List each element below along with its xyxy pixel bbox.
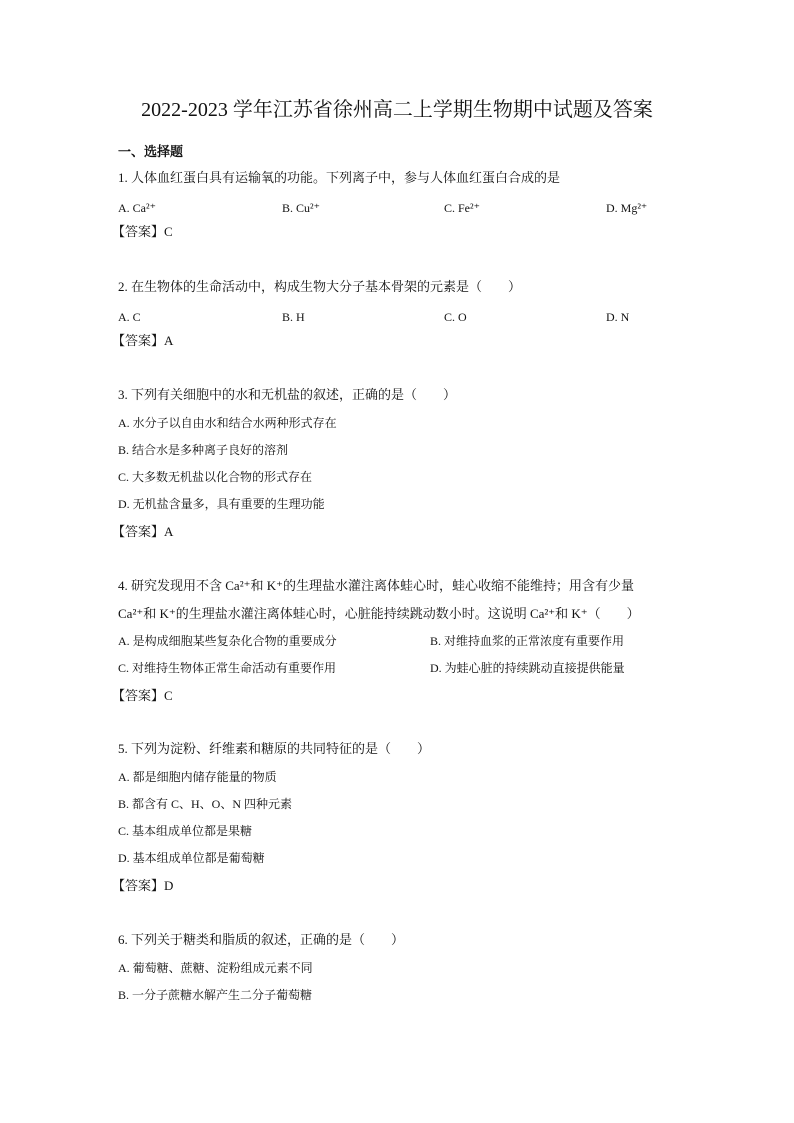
option: A. 是构成细胞某些复杂化合物的重要成分 <box>118 634 337 648</box>
option: D. 基本组成单位都是葡萄糖 <box>118 851 265 866</box>
option: B. 对维持血浆的正常浓度有重要作用 <box>430 634 625 648</box>
option: B. 结合水是多种离子良好的溶剂 <box>118 442 289 457</box>
option: A. 葡萄糖、蔗糖、淀粉组成元素不同 <box>118 960 313 975</box>
answer: 【答案】A <box>112 332 174 348</box>
answer: 【答案】C <box>112 687 173 703</box>
answer: 【答案】D <box>112 877 174 893</box>
question-stem: 4. 研究发现用不含 Ca²⁺和 K⁺的生理盐水灌注离体蛙心时，蛙心收缩不能维持；用含有少量 <box>118 578 634 593</box>
option: A. 水分子以自由水和结合水两种形式存在 <box>118 415 337 430</box>
option: B. 一分子蔗糖水解产生二分子葡萄糖 <box>118 987 313 1002</box>
document-title: 2022-2023 学年江苏省徐州高二上学期生物期中试题及答案 <box>141 99 653 121</box>
question-stem: 1. 人体血红蛋白具有运输氧的功能。下列离子中，参与人体血红蛋白合成的是 <box>118 170 561 185</box>
option: C. 对维持生物体正常生命活动有重要作用 <box>118 661 337 675</box>
option: B. 都含有 C、H、O、N 四种元素 <box>118 796 293 811</box>
option: C. 大多数无机盐以化合物的形式存在 <box>118 470 313 485</box>
option: B. H <box>282 309 305 324</box>
option: D. 无机盐含量多，具有重要的生理功能 <box>118 497 325 512</box>
option: C. O <box>444 309 467 324</box>
option: A. Ca²⁺ <box>118 200 156 215</box>
option: C. Fe²⁺ <box>444 200 480 215</box>
answer: 【答案】C <box>112 223 173 239</box>
question-stem: 3. 下列有关细胞中的水和无机盐的叙述，正确的是（ ） <box>118 387 457 402</box>
option: A. C <box>118 309 141 324</box>
question-stem: 2. 在生物体的生命活动中，构成生物大分子基本骨架的元素是（ ） <box>118 279 522 294</box>
option: B. Cu²⁺ <box>282 200 320 215</box>
option: C. 基本组成单位都是果糖 <box>118 824 253 839</box>
section-heading: 一、选择题 <box>118 144 184 159</box>
question-stem: 5. 下列为淀粉、纤维素和糖原的共同特征的是（ ） <box>118 741 431 756</box>
question-stem: Ca²⁺和 K⁺的生理盐水灌注离体蛙心时，心脏能持续跳动数小时。这说明 Ca²⁺和 K⁺（ ） <box>118 605 640 621</box>
option: D. 为蛙心脏的持续跳动直接提供能量 <box>430 661 625 675</box>
question-stem: 6. 下列关于糖类和脂质的叙述，正确的是（ ） <box>118 932 405 947</box>
answer: 【答案】A <box>112 523 174 539</box>
option: D. Mg²⁺ <box>606 200 648 215</box>
option: A. 都是细胞内储存能量的物质 <box>118 769 277 784</box>
option: D. N <box>606 309 630 324</box>
